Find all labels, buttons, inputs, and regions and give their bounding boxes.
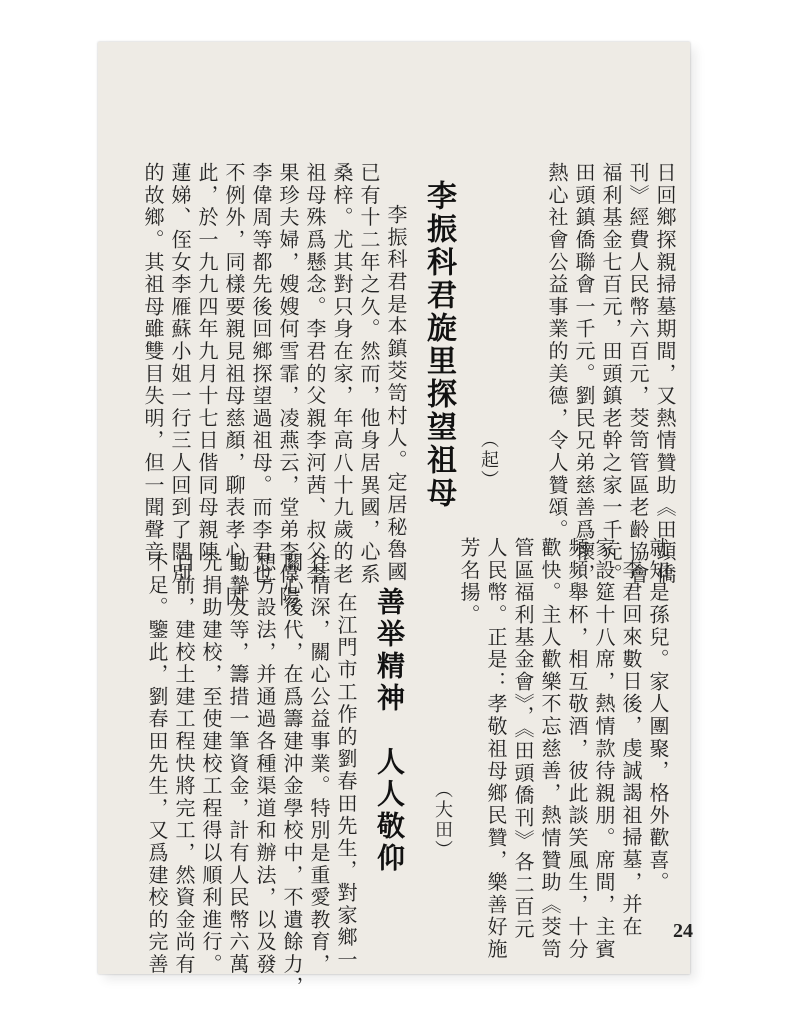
text-column: 家設筵十八席，熱情款待親朋。席間，主賓 xyxy=(592,537,614,961)
text-column: 目前，建校土建工程快將完工，然資金尚有 xyxy=(172,552,194,976)
previous-article-continuation xyxy=(542,162,677,586)
text-column: 芳名揚。 xyxy=(457,537,479,627)
text-column: 李君回來數日後，虔誠謁祖掃墓，并在 xyxy=(619,559,641,939)
text-column: 此，於一九九四年九月十七日偕同母親陳 xyxy=(195,162,217,564)
text-column: 蓮娣、侄女李雁蘇小姐一行三人回到了闊別 xyxy=(168,162,190,586)
text-column: 想方設法，并通過各種渠道和辦法，以及發 xyxy=(253,552,275,976)
text-column: 不足。鑒此，劉春田先生，又爲建校的完善 xyxy=(145,552,167,976)
text-column: 日回鄉探親掃墓期間，又熱情贊助《田頭僑 xyxy=(653,162,675,586)
text-column: 的故鄉。其祖母雖雙目失明，但一聞聲音 xyxy=(141,162,163,564)
article-continuation xyxy=(454,537,670,961)
text-column: 往情深，關心公益事業。特別是重愛教育， xyxy=(307,552,329,976)
text-column: 果珍夫婦，嫂嫂何雪霏，凌燕云，堂弟李偉陽、 xyxy=(276,162,298,631)
text-column: 頻頻舉杯，相互敬酒，彼此談笑風生，十分 xyxy=(565,537,587,961)
text-column: 桑梓。尤其對只身在家，年高八十九歲的老 xyxy=(330,162,352,586)
text-column: 動摯友等，籌措一筆資金，計有人民幣六萬 xyxy=(226,552,248,976)
document-page xyxy=(98,42,693,998)
signature-qi: （起） xyxy=(479,430,499,490)
signature-datian: （大田） xyxy=(433,780,453,860)
text-column: 田頭鎮僑聯會一千元。劉民兄弟慈善爲懷， xyxy=(572,162,594,586)
article-title: 李振科君旋里探望祖母 xyxy=(421,180,456,510)
article-title: 善举精神 人人敬仰 xyxy=(373,587,404,875)
text-column: 刊》經費人民幣六百元，茭笥管區老齡協會 xyxy=(626,162,648,586)
article-body xyxy=(142,552,358,998)
text-column: 關心後代，在爲籌建沖金學校中，不遺餘力， xyxy=(280,552,302,998)
text-column: 祖母殊爲懸念。李君的父親李河茜、叔父李 xyxy=(303,162,325,586)
text-column: 李振科君是本鎮茭笥村人。定居秘魯國 xyxy=(384,204,406,584)
text-column: 已有十二年之久。然而，他身居異國，心系 xyxy=(357,162,379,586)
text-column: 李偉周等都先後回鄉探望過祖母。而李君也 xyxy=(249,162,271,586)
text-column: 福利基金七百元，田頭鎮老幹之家一千元。 xyxy=(599,162,621,586)
text-column: 不例外，同樣要親見祖母慈顏，聊表孝心。因 xyxy=(222,162,244,608)
text-column: 管區福利基金會》，《田頭僑刊》各二百元 xyxy=(511,537,533,941)
text-column: 熱心社會公益事業的美德，令人贊頌。 xyxy=(545,162,567,542)
text-column: 歡快。主人歡樂不忘慈善，熱情贊助《茭笥 xyxy=(538,537,560,961)
page-number: 24 xyxy=(673,920,693,942)
text-column: 就知是孫兒。家人團聚，格外歡喜。 xyxy=(646,537,668,894)
text-column: 在江門市工作的劉春田先生，對家鄉一 xyxy=(334,592,356,972)
text-column: 人民幣。正是：孝敬祖母鄉民贊，樂善好施 xyxy=(484,537,506,961)
text-column: 元捐助建校，至使建校工程得以順利進行。 xyxy=(199,552,221,976)
